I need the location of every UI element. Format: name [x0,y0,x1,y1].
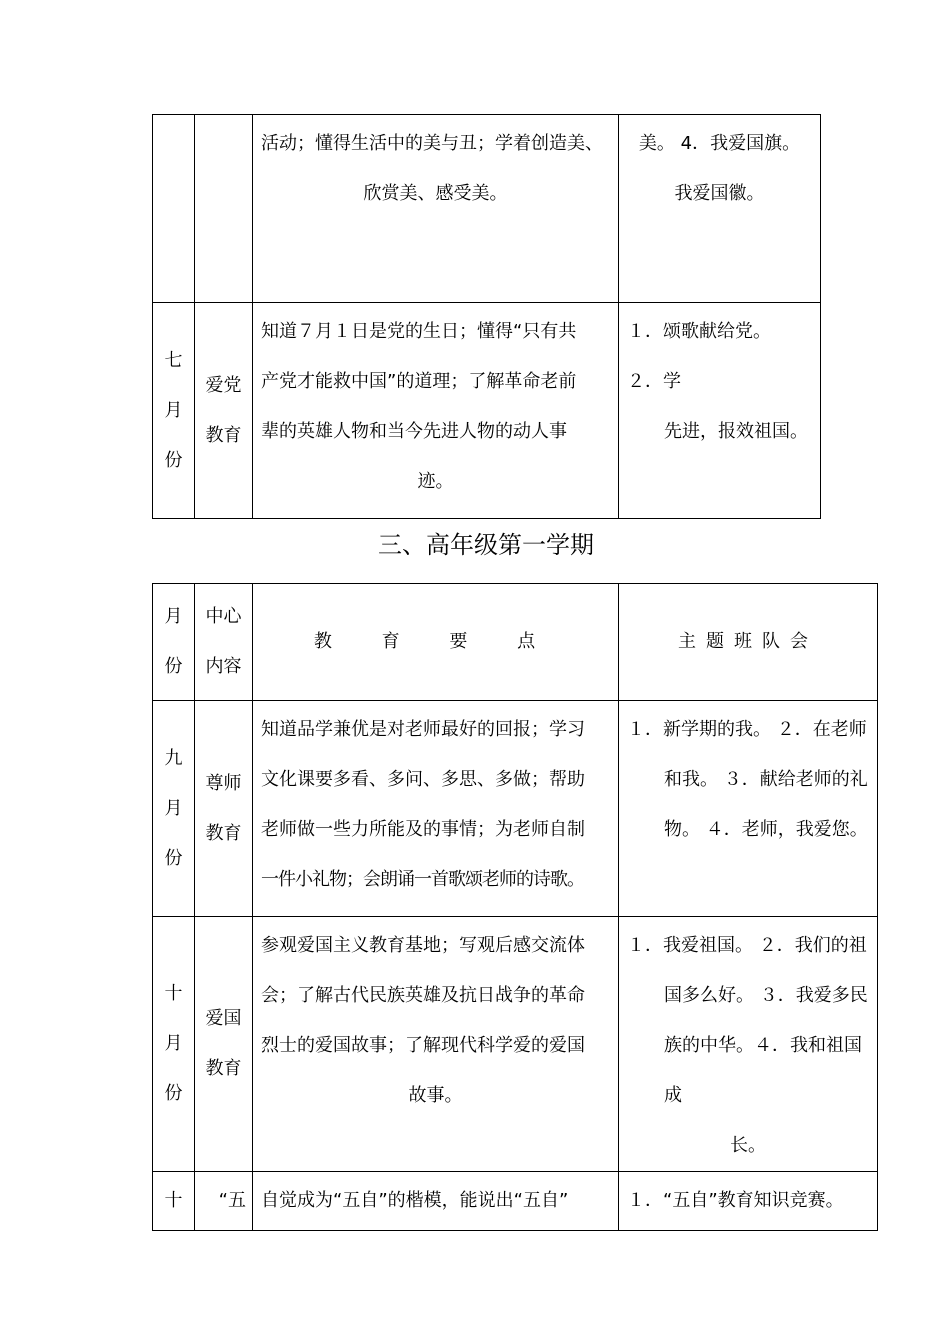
theme-meeting-cell [619,115,821,303]
header-text: 内容 [205,656,242,677]
month-char: 十 [164,983,183,1004]
points-line: 自觉成为“五自”的楷模，能说出“五自” [261,1190,569,1211]
center-text: 教育 [205,822,242,844]
meeting-line: １．颂歌献给党。 ２．学 [627,321,771,392]
month-char: 七 [164,349,183,371]
header-theme-meeting [619,584,878,701]
table-continued [152,114,821,519]
table-row [153,701,878,917]
header-text: 中心 [205,606,242,627]
month-char: 十 [164,1190,183,1211]
points-line: 迹。 [417,471,454,492]
meeting-line: １．新学期的我。 ２．在老师 [627,719,867,740]
meeting-line: １．我爱祖国。 ２．我们的祖 [627,935,867,956]
table-header-row [153,584,878,701]
points-line: 欣赏美、感受美。 [363,183,508,204]
table-row [153,917,878,1172]
month-cell [153,917,195,1172]
center-content-cell [195,303,253,519]
points-line: 知道品学兼优是对老师最好的回报；学习 [261,719,585,740]
points-line: 辈的英雄人物和当今先进人物的动人事 [261,421,567,442]
education-points-cell [253,115,619,303]
points-line: 故事。 [408,1085,463,1106]
theme-meeting-cell [619,303,821,519]
center-content-cell [195,1172,253,1231]
center-text: 爱国 [205,1008,242,1029]
meeting-line: 先进，报效祖国。 [664,421,808,442]
meeting-line: 物。 ４．老师，我爱您。 [664,819,868,840]
month-char: 份 [164,1083,183,1104]
header-text: 教 育 要 点 [313,631,558,652]
month-char: 月 [164,399,183,421]
center-text: 爱党 [205,374,242,396]
education-points-cell [253,303,619,519]
month-cell [153,303,195,519]
center-text: 教育 [205,1058,242,1079]
points-line: 参观爱国主义教育基地；写观后感交流体 [261,935,585,956]
education-points-cell [253,1172,619,1231]
table-row [153,115,821,303]
theme-meeting-cell [619,917,878,1172]
center-content-cell [195,701,253,917]
points-line: 活动；懂得生活中的美与丑；学着创造美、 [261,133,603,154]
center-text: 尊师 [205,772,242,794]
month-char: 九 [164,747,183,769]
month-char: 份 [164,449,183,471]
meeting-line: １．“五自”教育知识竞赛。 [627,1190,844,1211]
theme-meeting-cell [619,701,878,917]
month-cell [153,701,195,917]
points-line: 一件小礼物；会朗诵一首歌颂老师的诗歌。 [261,869,584,890]
points-line: 知道７月１日是党的生日；懂得“只有共 [261,321,577,342]
table-row [153,1172,878,1231]
plan-table [152,583,878,1231]
section-title: 三、高年级第一学期 [378,531,594,559]
center-text: “五 [218,1190,246,1211]
points-line: 老师做一些力所能及的事情；为老师自制 [261,819,585,840]
header-text: 主题班队会 [678,631,818,652]
education-points-cell [253,917,619,1172]
month-char: 月 [164,797,183,819]
points-line: 会；了解古代民族英雄及抗日战争的革命 [261,985,585,1006]
month-cell [153,1172,195,1231]
meeting-line: 我爱国徽。 [674,183,765,204]
points-line: 烈士的爱国故事；了解现代科学爱的爱国 [261,1035,585,1056]
header-month [153,584,195,701]
meeting-line: 国多么好。 ３．我爱多民 [664,985,868,1006]
header-text: 份 [164,656,183,677]
meeting-line: 族的中华。４．我和祖国成 [664,1035,862,1106]
header-education-points [253,584,619,701]
center-text: 教育 [205,424,242,446]
header-center-content [195,584,253,701]
center-content-cell [195,917,253,1172]
points-line: 产党才能救中国”的道理；了解革命老前 [261,371,577,392]
month-char: 月 [164,1033,183,1054]
month-cell [153,115,195,303]
meeting-line: 和我。 ３．献给老师的礼 [664,769,868,790]
education-points-cell [253,701,619,917]
center-content-cell [195,115,253,303]
meeting-line: 长。 [730,1135,766,1156]
meeting-line: 美。 4．我爱国旗。 [638,133,801,154]
header-text: 月 [164,606,183,627]
points-line: 文化课要多看、多问、多思、多做；帮助 [261,769,585,790]
theme-meeting-cell [619,1172,878,1231]
table-row [153,303,821,519]
month-char: 份 [164,847,183,869]
